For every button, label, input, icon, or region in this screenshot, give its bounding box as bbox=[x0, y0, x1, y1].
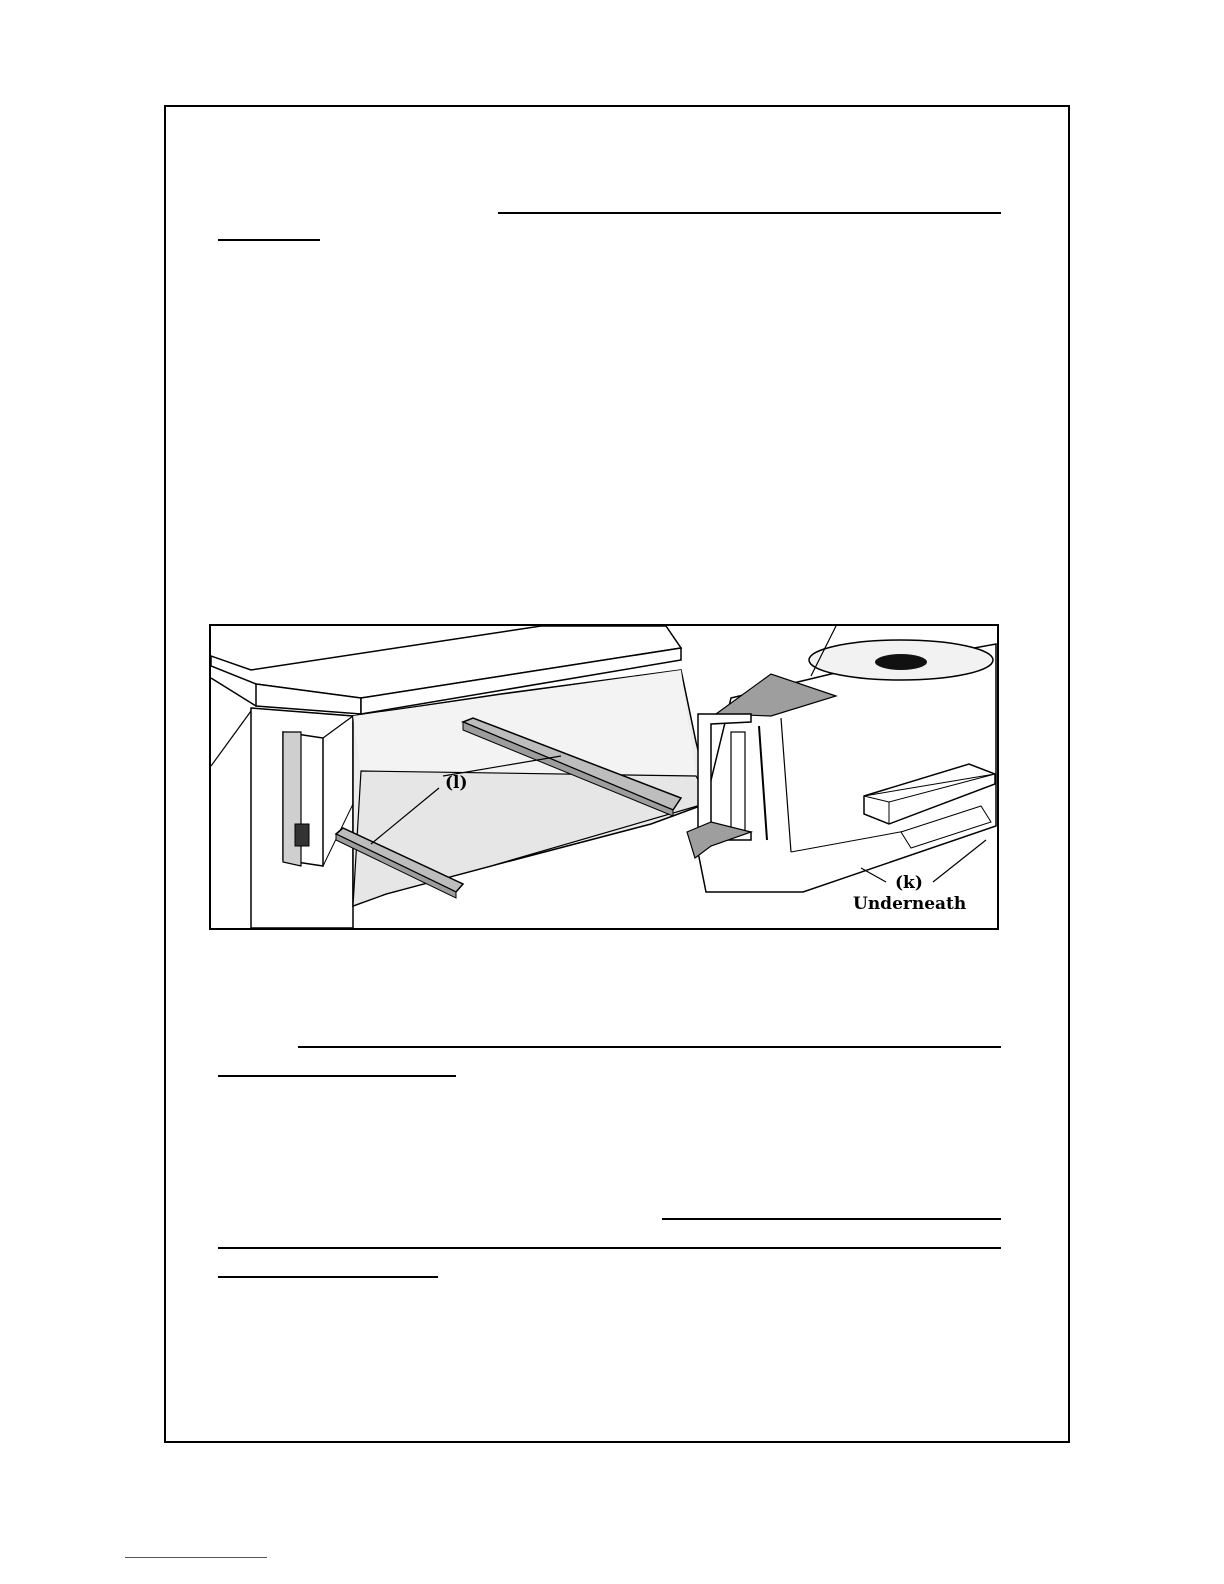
underline-3c bbox=[218, 1276, 438, 1278]
cabinet-illustration bbox=[209, 624, 999, 930]
underline-2b bbox=[218, 1075, 456, 1077]
cabinet-drawing bbox=[211, 626, 997, 928]
underline-3a bbox=[662, 1218, 1001, 1220]
underline-2a bbox=[298, 1046, 1001, 1048]
underline-1a bbox=[498, 212, 1001, 214]
label-l: (l) bbox=[445, 773, 468, 793]
underline-1b bbox=[218, 239, 320, 241]
footer-link-underline[interactable] bbox=[125, 1557, 267, 1558]
underline-3b bbox=[218, 1247, 1001, 1249]
label-underneath: Underneath bbox=[853, 894, 967, 914]
label-k: (k) bbox=[895, 873, 923, 893]
